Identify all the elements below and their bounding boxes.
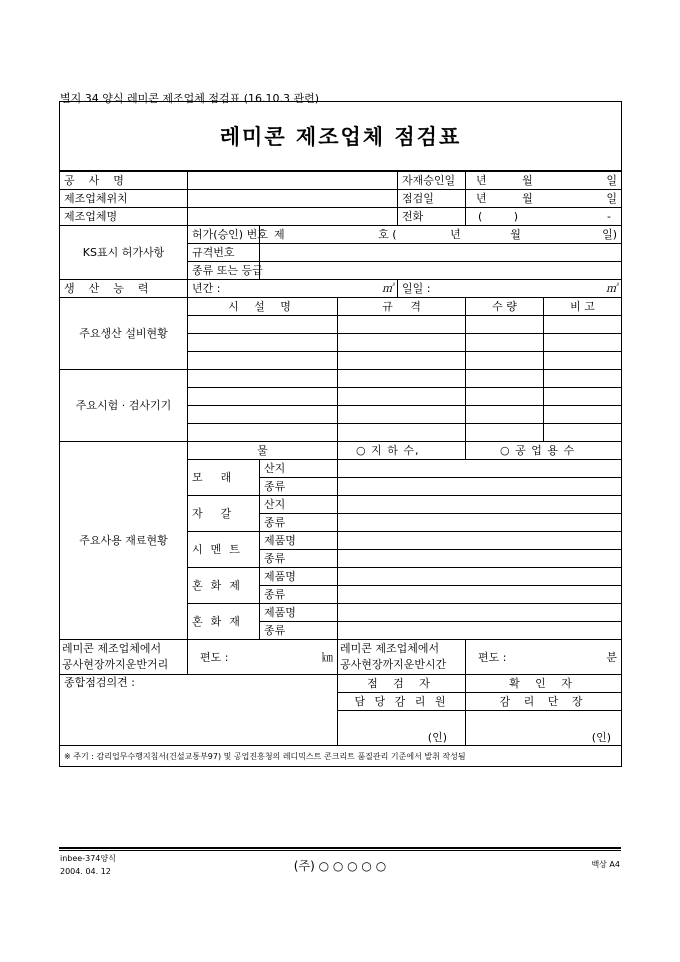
- equipment-cell[interactable]: [338, 316, 466, 334]
- inspection-form: [59, 101, 622, 767]
- equipment-cell[interactable]: [466, 334, 544, 352]
- equipment-cell[interactable]: [188, 352, 338, 370]
- sand-origin-label: 산지: [260, 460, 338, 478]
- approval-date-field[interactable]: 년 월 일: [466, 171, 622, 190]
- testing-cell[interactable]: [338, 424, 466, 442]
- equipment-header-note: 비 고: [544, 298, 622, 316]
- testing-cell[interactable]: [188, 424, 338, 442]
- admixture-label: 혼화제: [188, 568, 260, 604]
- gravel-origin-field[interactable]: [338, 496, 622, 514]
- equipment-cell[interactable]: [466, 316, 544, 334]
- equipment-cell[interactable]: [188, 334, 338, 352]
- materials-label: 주요사용 재료현황: [60, 442, 188, 640]
- phone-field[interactable]: ( ) -: [466, 208, 622, 226]
- inspector-label: 점 검 자: [338, 675, 466, 693]
- testing-cell[interactable]: [544, 424, 622, 442]
- project-name-field[interactable]: [188, 171, 398, 190]
- inspection-date-field[interactable]: 년 월 일: [466, 190, 622, 208]
- approval-date-label: 자재승인일: [398, 171, 466, 190]
- testing-cell[interactable]: [188, 370, 338, 388]
- testing-cell[interactable]: [188, 388, 338, 406]
- gravel-type-field[interactable]: [338, 514, 622, 532]
- form-header: 별지 34 양식 레미콘 제조업체 점검표 (16.10.3 관련): [60, 92, 320, 105]
- footer-divider: [59, 850, 621, 851]
- plant-location-field[interactable]: [188, 190, 398, 208]
- equipment-header-spec: 규 격: [338, 298, 466, 316]
- phone-label: 전화: [398, 208, 466, 226]
- industrial-water-option[interactable]: ○ 공 업 용 수: [466, 442, 622, 460]
- distance-label: 레미콘 제조업체에서 공사현장까지운반거리: [60, 640, 188, 675]
- admixture-material-product-label: 제품명: [260, 604, 338, 622]
- admixture-type-field[interactable]: [338, 586, 622, 604]
- testing-cell[interactable]: [544, 406, 622, 424]
- capacity-label: 생산능력: [60, 280, 188, 298]
- testing-label: 주요시험 · 검사기기: [60, 370, 188, 442]
- inspection-date-label: 점검일: [398, 190, 466, 208]
- testing-cell[interactable]: [466, 406, 544, 424]
- sand-type-label: 종류: [260, 478, 338, 496]
- admixture-material-type-label: 종류: [260, 622, 338, 640]
- permit-no-label: 허가(승인) 번호: [188, 226, 260, 244]
- cement-product-field[interactable]: [338, 532, 622, 550]
- testing-cell[interactable]: [338, 388, 466, 406]
- opinion-field[interactable]: 종합점검의견 :: [60, 675, 338, 746]
- admixture-product-field[interactable]: [338, 568, 622, 586]
- cement-type-field[interactable]: [338, 550, 622, 568]
- company-name-label: 제조업체명: [60, 208, 188, 226]
- time-field[interactable]: 편도 : 분: [466, 640, 622, 675]
- permit-no-field[interactable]: 제 호 ( 년 월 일): [260, 226, 622, 244]
- time-label: 레미콘 제조업체에서 공사현장까지운반시간: [338, 640, 466, 675]
- gravel-type-label: 종류: [260, 514, 338, 532]
- sand-type-field[interactable]: [338, 478, 622, 496]
- sand-origin-field[interactable]: [338, 460, 622, 478]
- equipment-cell[interactable]: [544, 352, 622, 370]
- equipment-cell[interactable]: [544, 316, 622, 334]
- ks-label: KS표시 허가사항: [60, 226, 188, 280]
- testing-cell[interactable]: [466, 388, 544, 406]
- gravel-label: 자갈: [188, 496, 260, 532]
- equipment-cell[interactable]: [188, 316, 338, 334]
- cement-label: 시멘트: [188, 532, 260, 568]
- admixture-type-label: 종류: [260, 586, 338, 604]
- footer-company: (주) ○ ○ ○ ○ ○: [293, 859, 387, 873]
- supervisor-label: 감 리 단 장: [466, 693, 622, 711]
- daily-capacity-field[interactable]: 일일 : ㎥: [398, 280, 622, 298]
- annual-capacity-field[interactable]: 년간 : ㎥: [188, 280, 398, 298]
- testing-cell[interactable]: [466, 424, 544, 442]
- cement-type-label: 종류: [260, 550, 338, 568]
- water-label: 물: [188, 442, 338, 460]
- testing-cell[interactable]: [544, 388, 622, 406]
- spec-no-label: 규격번호: [188, 244, 260, 262]
- type-grade-label: 종류 또는 등급: [188, 262, 260, 280]
- supervisor-seal[interactable]: (인): [466, 711, 622, 746]
- form-note: ※ 주기 : 감리업무수행지침서(건설교통부97) 및 공업진흥청의 레디믹스트 콘크리트 품질관리 기준에서 발취 작성됨: [60, 746, 622, 767]
- equipment-header-qty: 수 량: [466, 298, 544, 316]
- spec-no-field[interactable]: [260, 244, 622, 262]
- testing-cell[interactable]: [338, 370, 466, 388]
- footer-paper: 백상 A4: [591, 860, 620, 869]
- admixture-product-label: 제품명: [260, 568, 338, 586]
- testing-cell[interactable]: [188, 406, 338, 424]
- groundwater-option[interactable]: ○ 지 하 수,: [338, 442, 466, 460]
- project-name-label: 공사명: [60, 171, 188, 190]
- gravel-origin-label: 산지: [260, 496, 338, 514]
- company-name-field[interactable]: [188, 208, 398, 226]
- equipment-cell[interactable]: [544, 334, 622, 352]
- cement-product-label: 제품명: [260, 532, 338, 550]
- equipment-cell[interactable]: [338, 352, 466, 370]
- equipment-label: 주요생산 설비현황: [60, 298, 188, 370]
- admixture-material-product-field[interactable]: [338, 604, 622, 622]
- plant-location-label: 제조업체위치: [60, 190, 188, 208]
- admixture-material-label: 혼화재: [188, 604, 260, 640]
- confirmer-label: 확 인 자: [466, 675, 622, 693]
- testing-cell[interactable]: [466, 370, 544, 388]
- equipment-header-name: 시 설 명: [188, 298, 338, 316]
- testing-cell[interactable]: [338, 406, 466, 424]
- equipment-cell[interactable]: [466, 352, 544, 370]
- equipment-cell[interactable]: [338, 334, 466, 352]
- admixture-material-type-field[interactable]: [338, 622, 622, 640]
- page-title: 레미콘 제조업체 점검표: [60, 102, 622, 172]
- footer-divider: [59, 847, 621, 849]
- distance-field[interactable]: 편도 : ㎞: [188, 640, 338, 675]
- footer-date: 2004. 04. 12: [60, 867, 111, 876]
- sand-label: 모래: [188, 460, 260, 496]
- inspector-seal[interactable]: (인): [338, 711, 466, 746]
- testing-cell[interactable]: [544, 370, 622, 388]
- in-charge-label: 담 당 감 리 원: [338, 693, 466, 711]
- type-grade-field[interactable]: [260, 262, 622, 280]
- footer-code: inbee-374양식: [60, 854, 116, 863]
